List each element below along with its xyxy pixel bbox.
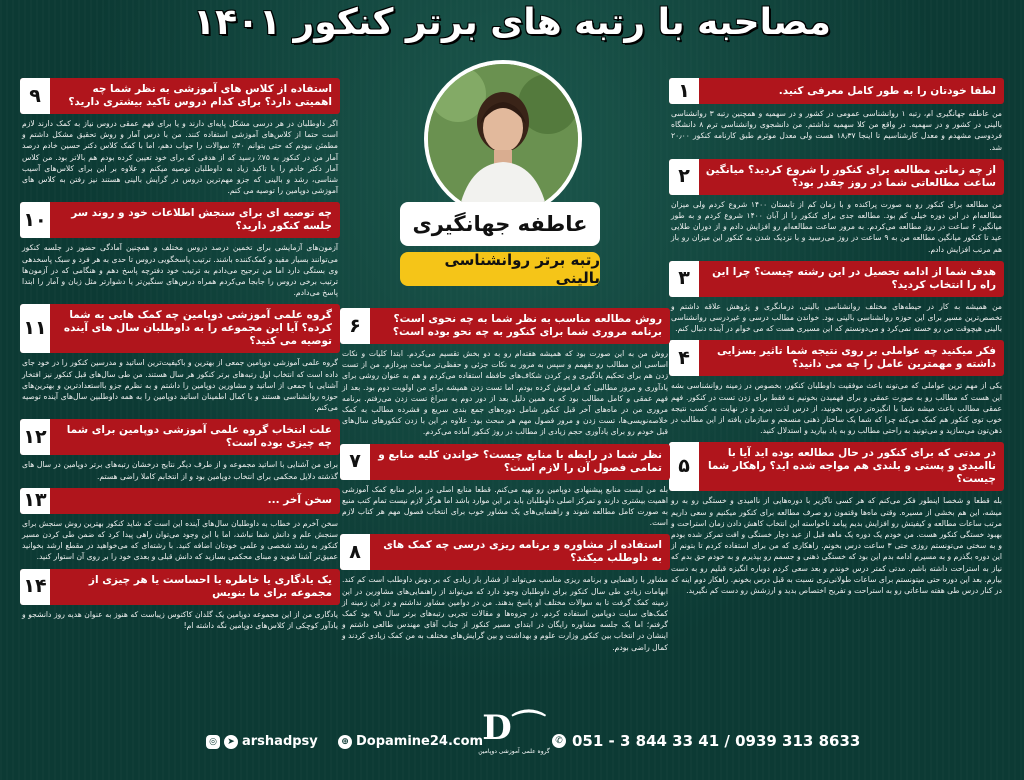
question-block — [20, 488, 340, 563]
logo-mark: D⌒ — [482, 708, 546, 748]
question-header — [20, 419, 340, 455]
answer-text: یادگاری من از این مجموعه دوپامین یک گلدان کاکتوس زیباست که هنوز به عنوان هدیه روز دانشجو و یادآور کوچکی از کلاس‌های دوپامین نگه داشته ام! — [22, 609, 338, 630]
globe-icon: ⊕ — [338, 735, 352, 749]
question-text: لطفا خودتان را به طور کامل معرفی کنید. — [778, 84, 996, 97]
questions-column-right — [669, 78, 1004, 596]
question-number: ۲ — [669, 159, 699, 195]
question-header — [20, 569, 340, 605]
question-block — [669, 159, 1004, 255]
profile-photo — [424, 60, 582, 218]
logo-subtitle: گروه علمی آموزشی دوپامین — [478, 748, 550, 755]
question-number: ۷ — [340, 444, 370, 480]
question-block — [340, 308, 670, 438]
question-header — [669, 340, 1004, 376]
questions-column-left — [20, 78, 340, 631]
social-handle[interactable] — [206, 734, 318, 749]
portrait-image — [428, 64, 578, 214]
question-block — [669, 340, 1004, 436]
question-number: ۵ — [669, 442, 699, 491]
telegram-icon: ➤ — [224, 735, 238, 749]
answer-text: من همیشه به کار در حیطه‌های مختلف روانشناسی بالینی، درمانگری و پژوهش علاقه داشتم و تخصص‌ترین مسیر برای این حوزه روانشناسی بالینی بود. خواندن مطالب درسی و غیردرسی روانشناسی بالینی هیچوقت من رو خسته نمی‌کرد و می‌دونستم که این مسیری هست که می خوام در آینده دنبال کنم. — [671, 301, 1002, 334]
question-text: روش مطالعه مناسب به نظر شما به چه نحوی است؟ برنامه مروری شما برای کنکور به چه نحو بوده است؟ — [392, 313, 662, 338]
question-header — [20, 304, 340, 353]
question-block — [20, 202, 340, 298]
question-number: ۱ — [669, 78, 699, 104]
question-text: فکر میکنید چه عواملی بر روی نتیجه شما تاثیر بسزایی داشته و مهمترین عامل را چه می دانید؟ — [716, 345, 996, 371]
dopamine-logo — [478, 708, 550, 772]
question-header — [20, 202, 340, 238]
question-number: ۸ — [340, 534, 370, 570]
answer-text: اگر داوطلبان در هر درسی مشکل پایه‌ای دارند و یا برای فهم عمقی دروس نیاز به کمک دارند لازم است حتما از کلاس‌های آموزشی استفاده کنند. من با درس آمار و روش تحقیق مشکل داشتم و مطمئن نبودم که حتی بتوانم ۴۰٪ سوالات را جواب دهم، اما با کمک کلاس دکتر حسین خادم درصد آمار من در کنکور به ۷۵٪ رسید که از هدفی که برای خود تعیین کرده بودم هم بالاتر بود. من کلاس آمار دکتر خادم را با تاکید زیاد به داوطلبان توصیه میکنم و علاوه بر این برای کلاس‌های آسیب شناسی، رشد و بالینی که جزو مهم‌ترین دروس در گرایش بالینی هستند نیز رفتن به کلاس های آموزشی دوپامین را توصیه می کنم. — [22, 119, 338, 196]
question-number: ۱۲ — [20, 419, 50, 455]
question-header — [669, 78, 1004, 104]
questions-column-middle — [340, 308, 670, 653]
question-block — [340, 534, 670, 652]
question-text: چه توصیه ای برای سنجش اطلاعات خود و روند سر جلسه کنکور دارید؟ — [71, 207, 332, 233]
question-number: ۳ — [669, 261, 699, 297]
answer-text: یکی از مهم ترین عواملی که می‌تونه باعث موفقیت داوطلبان کنکور، بخصوص در زمینه روانشناسی بشه این هست که مطالب رو به صورت عمقی و برای فهمیدن بخونیم نه فقط برای زدن تست در کنکور. فهم عمقی مطالب باعث میشه شما با انگیزه‌تر درس بخونید، از درس لذت ببرید و در نهایت به کسب نتیجه خوب توی کنکور هم کمک می‌کنه چرا که شما یک ساختار ذهنی منسجم و سازمان یافته از این مطالب در ذهن‌تون می‌سازید و می‌تونید به راحتی مطالب رو به یاد بیارید و استدلال کنید. — [671, 381, 1002, 436]
phone-numbers[interactable] — [552, 732, 860, 750]
question-header — [340, 308, 670, 344]
phone-icon: ✆ — [552, 734, 566, 748]
question-text: هدف شما از ادامه تحصیل در این رشته چیست؟ چرا این راه را انتخاب کردید؟ — [712, 265, 996, 291]
phone-text: 051 - 3 844 33 41 / 0939 313 8633 — [572, 732, 861, 750]
question-block — [20, 419, 340, 481]
question-block — [20, 569, 340, 631]
website-text: Dopamine24.com — [356, 734, 484, 749]
answer-text: برای من آشنایی با اساتید مجموعه و از طرف دیگر نتایج درخشان رتبه‌های برتر دوپامین در سال های گذشته دلایل محکمی برای انتخاب دوپامین بود و از انتخابم کاملا راضی هستم. — [22, 460, 338, 481]
page-title: مصاحبه با رتبه های برتر کنکور ۱۴۰۱ — [193, 2, 831, 43]
question-text: یک یادگاری یا خاطره یا احساست یا هر چیزی از مجموعه برای ما بنویس — [88, 573, 332, 599]
instagram-icon: ◎ — [206, 735, 220, 749]
footer — [0, 708, 1024, 780]
question-block — [669, 261, 1004, 335]
question-header — [669, 159, 1004, 195]
question-text: علت انتخاب گروه علمی آموزشی دوپامین برای شما چه چیزی بوده است؟ — [66, 424, 332, 450]
question-text: سخن آخر ... — [267, 494, 332, 507]
answer-text: من عاطفه جهانگیری ام، رتبه ۱ روانشناسی عمومی در کشور و در سهمیه و همچنین رتبه ۳ روانشناسی بالینی در کشور و در سهمیه. در واقع من کلا سهمیه نداشتم. من دانشجوی روانشناسی ترم ۸ دانشگاه فردوسی مشهدم و معدل کارشناسیم تا اینجا ۱۸٫۳۷ هست ولی معدل موثرم طبق کارنامه کنکور ۲۰٫۰۰ شد. — [671, 109, 1003, 152]
answer-text: آزمون‌های آزمایشی برای تخمین درصد دروس مختلف و همچنین آمادگی حضور در جلسه کنکور می‌توانند بسیار مفید و کمک‌کننده باشند. ترتیب پاسخگویی دروس تا حدی به هر فرد و سبک پاسخدهی وی بستگی دارد اما من ترجیح می‌دادم به ترتیب خود دفترچه پاسخ دهم و هنگامی که در آزمون‌ها ترتیب برخی دروس را جابجا می‌کردم همراه درس‌های سنگین‌تر یا دشوارتر مثل زبان و آمار را ابتدا پاسخ می‌دادم. — [22, 243, 338, 298]
question-text: از چه زمانی مطالعه برای کنکور را شروع کردید؟ میانگین ساعت مطالعاتی شما در روز چقدر بود؟ — [705, 163, 996, 189]
question-number: ۴ — [669, 340, 699, 376]
answer-text: سخن آخرم در خطاب به داوطلبان سال‌های آینده این است که شاید کنکور بهترین روش سنجش برای سنجش علم و دانش شما نباشد، اما با این وجود می‌توان راهی پیدا کرد که ضمن طی کردن مسیر کنکور به رشد شخصی و علمی خودتان اضافه کنید. با رشته‌ای که می‌خواهید در مقطع ارشد بخوانید عمیق‌تر آشنا شوید و مبنای محکمی بسازید که دانش قبلی و بعدی خود را بر روی آن استوار کنید. — [22, 518, 338, 562]
question-header — [20, 78, 340, 114]
question-text: در مدتی که برای کنکور در حال مطالعه بوده اید آیا با ناامیدی و پستی و بلندی هم مواجه شده اید؟ راهکار شما چیست؟ — [707, 447, 996, 486]
question-header — [669, 261, 1004, 297]
person-name: عاطفه جهانگیری — [400, 202, 600, 246]
question-number: ۹ — [20, 78, 50, 114]
person-role: رتبه برتر روانشناسی بالینی — [400, 252, 600, 286]
question-header — [669, 442, 1004, 491]
question-number: ۶ — [340, 308, 370, 344]
answer-text: مشاور با راهنمایی و برنامه ریزی مناسب می‌تواند از فشار بار زیادی که بر دوش داوطلب است کم کند. ابهامات زیادی طی سال کنکور برای داوطلبان وجود دارد که می‌تواند از راهنمایی‌های مشاورین در این زمینه کمک گرفت تا به سوالات مختلف او پاسخ بدهند. من در دوامین مشاور نداشتم و در این زمینه از کمک‌های سایت دوپامین استفاده کردم. در جزوه‌ها و مقالات تجربی رتبه‌های برتر سال ۹۸ بود کمک گرفتم؛ اما یک جلسه مشاوره رایگان در ابتدای مسیر کنکور از جناب آقای مهندس طالعی داشتم و اینشان در انتخاب بین کنکور وزارت علوم و بهداشت و بین گرایش‌های مختلف به من کمک زیادی کردند و کمال راضی بودم. — [342, 575, 668, 652]
question-block — [20, 304, 340, 413]
question-block — [20, 78, 340, 196]
website-link[interactable] — [338, 734, 483, 749]
question-block — [669, 442, 1004, 596]
answer-text: بله قطعا و شخصا اینطور فکر می‌کنم که هر کسی ناگزیر با دوره‌هایی از ناامیدی و خستگی رو به رو میشه، این هم بخشی از مسیره. وقتی ماه‌ها وقتمون رو صرف مطالعه برای کنکور میکنیم و سعی داریم مرتب ساعات مطالعه و کیفیتش رو افزایش بدیم پیامد ناخواسته این انتخاب کاهش دادن زمان استراحت و بهبود خستگی کنکور هست. من خودم یک دوره یک ماهه قبل از عید دچار خستگی و افت تمرکز شده بودم و به سختی می‌تونستم روزی حتی ۳ ساعت درس بخونم. راهکاری که من برای استفاده کردم تا بتونم از این دوره بگذرم و به مسیرم ادامه بدم این بود که خستگی ذهنی و جسمم رو بپذیرم و به خودم حق بدم که نیاز به استراحت داشته باشم. مدتی کمتر درس خوندم و بعد سعی کردم دوباره انگیزه قبلیم رو به دست بیارم. بعد این دوره حتی میتونستم برای ساعات طولانی‌تری نسبت به قبل درس بخونم. راهکار دوم اینه که در کنار درس طی هفته ساعاتی رو به استراحت و تفریح اختصاص بدید و ارزشش رو دست کم نگیرید. — [671, 496, 1002, 596]
question-text: گروه علمی آموزشی دوپامین چه کمک هایی به شما کرده؟ آیا این مجموعه را به داوطلبان سال های آینده توصیه می کنید؟ — [63, 309, 332, 348]
social-handle-text: arshadpsy — [242, 734, 318, 749]
question-header — [20, 488, 340, 514]
question-text: نظر شما در رابطه با منابع چیست؟ خواندن کلیه منابع و تمامی فصول آن را لازم است؟ — [378, 448, 662, 474]
question-number: ۱۴ — [20, 569, 50, 605]
answer-text: گروه علمی آموزشی دوپامین جمعی از بهترین و باکیفیت‌ترین اساتید و مدرسین کنکور را در خود جای داده است که انتخاب اول رتبه‌های برتر کنکور هر سال هستند. من طی سال‌های قبل کنکور نیز افتخار آشنایی با جمعی از اساتید و مشاورین دوپامین را داشتم و به نظرم جزو بااستعدادترین و بهترین‌های حوزه روانشناسی هستند و با کمال اطمینان اساتید دوپامین را به همه داوطلبین سال‌های آینده توصیه می‌کنم. — [22, 358, 338, 413]
question-block — [340, 444, 670, 529]
question-header — [340, 444, 670, 480]
answer-text: من مطالعه برای کنکور رو به صورت پراکنده و با زمان کم از تابستان ۱۴۰۰ شروع کردم ولی میزان مطالعه‌ام در این دوره خیلی کم بود. مطالعه جدی برای کنکور را از آبان ۱۴۰۰ شروع کردم و به طور میانگین ۶ ساعت در روز مطالعه می‌کردم. به مرور ساعت مطالعه‌ام رو افزایش دادم و از دوران طلایی عید تا کنکور میانگین مطالعه من به ۹ ساعت در روز می‌رسید و با نزدیک شدن به کنکور این میزان رو باز هم مرتب افزایش دادم. — [671, 199, 1002, 254]
question-number: ۱۰ — [20, 202, 50, 238]
question-number: ۱۳ — [20, 488, 50, 514]
question-text: استفاده از مشاوره و برنامه ریزی درسی چه کمک های به داوطلب میکند؟ — [383, 539, 662, 565]
question-text: استفاده از کلاس های آموزشی به نظر شما چه اهمیتی دارد؟ برای کدام دروس تاکید بیشتری دارید؟ — [68, 83, 332, 108]
question-header — [340, 534, 670, 570]
answer-text: بله من لیست منابع پیشنهادی دوپامین رو تهیه می‌کنم. قطعا منابع اصلی در برابر منابع کمک آموزشی اهمیت بیشتری دارند و تمرکز اصلی داوطلبان باید بر این موارد باشد اما هرگز لازم نیست تمام کتب منبع به صورت کامل مطالعه شوند و راهنمایی‌های یک مشاور خوب برای انتخاب فصول مهم هر کتاب لازم است. — [342, 484, 668, 528]
answer-text: روش من به این صورت بود که همیشه هفته‌ام رو به دو بخش تقسیم می‌کردم. ابتدا کلیات و نکات اساسی این مطالب رو بفهمم و سپس به مرور به نکات جزئی و حفظی‌تر مباحث بپردازم. من از تست زدن هم برای تحکیم یادگیری و پر کردن شکاف‌های حافظه استفاده می‌کردم و هم به عنوان روشی برای یادآوری و مرور مطالبی که فراموش کرده بودم. اما تست زدن همیشه برای من اولویت دوم بود. بعد از فهم عمقی و کامل مطالب بود که به همین دلیل بعد از دور دوم به سراغ تست زدن می‌رفتم. برنامه مروری من در ماه‌های آخر قبل کنکور شامل دوره‌های جمع بندی سریع و فشرده مطالب به کمک خلاصه‌نویسی‌ها، تست زدن و مرور فصول مهم هر مبحث بود. علاوه بر این با زدن کنکورهای سال‌های قبل خودم رو برای یادآوری حجم زیادی از مطالب در روز کنکور آماده می‌کردم. — [342, 349, 668, 437]
question-block — [669, 78, 1004, 153]
question-number: ۱۱ — [20, 304, 50, 353]
